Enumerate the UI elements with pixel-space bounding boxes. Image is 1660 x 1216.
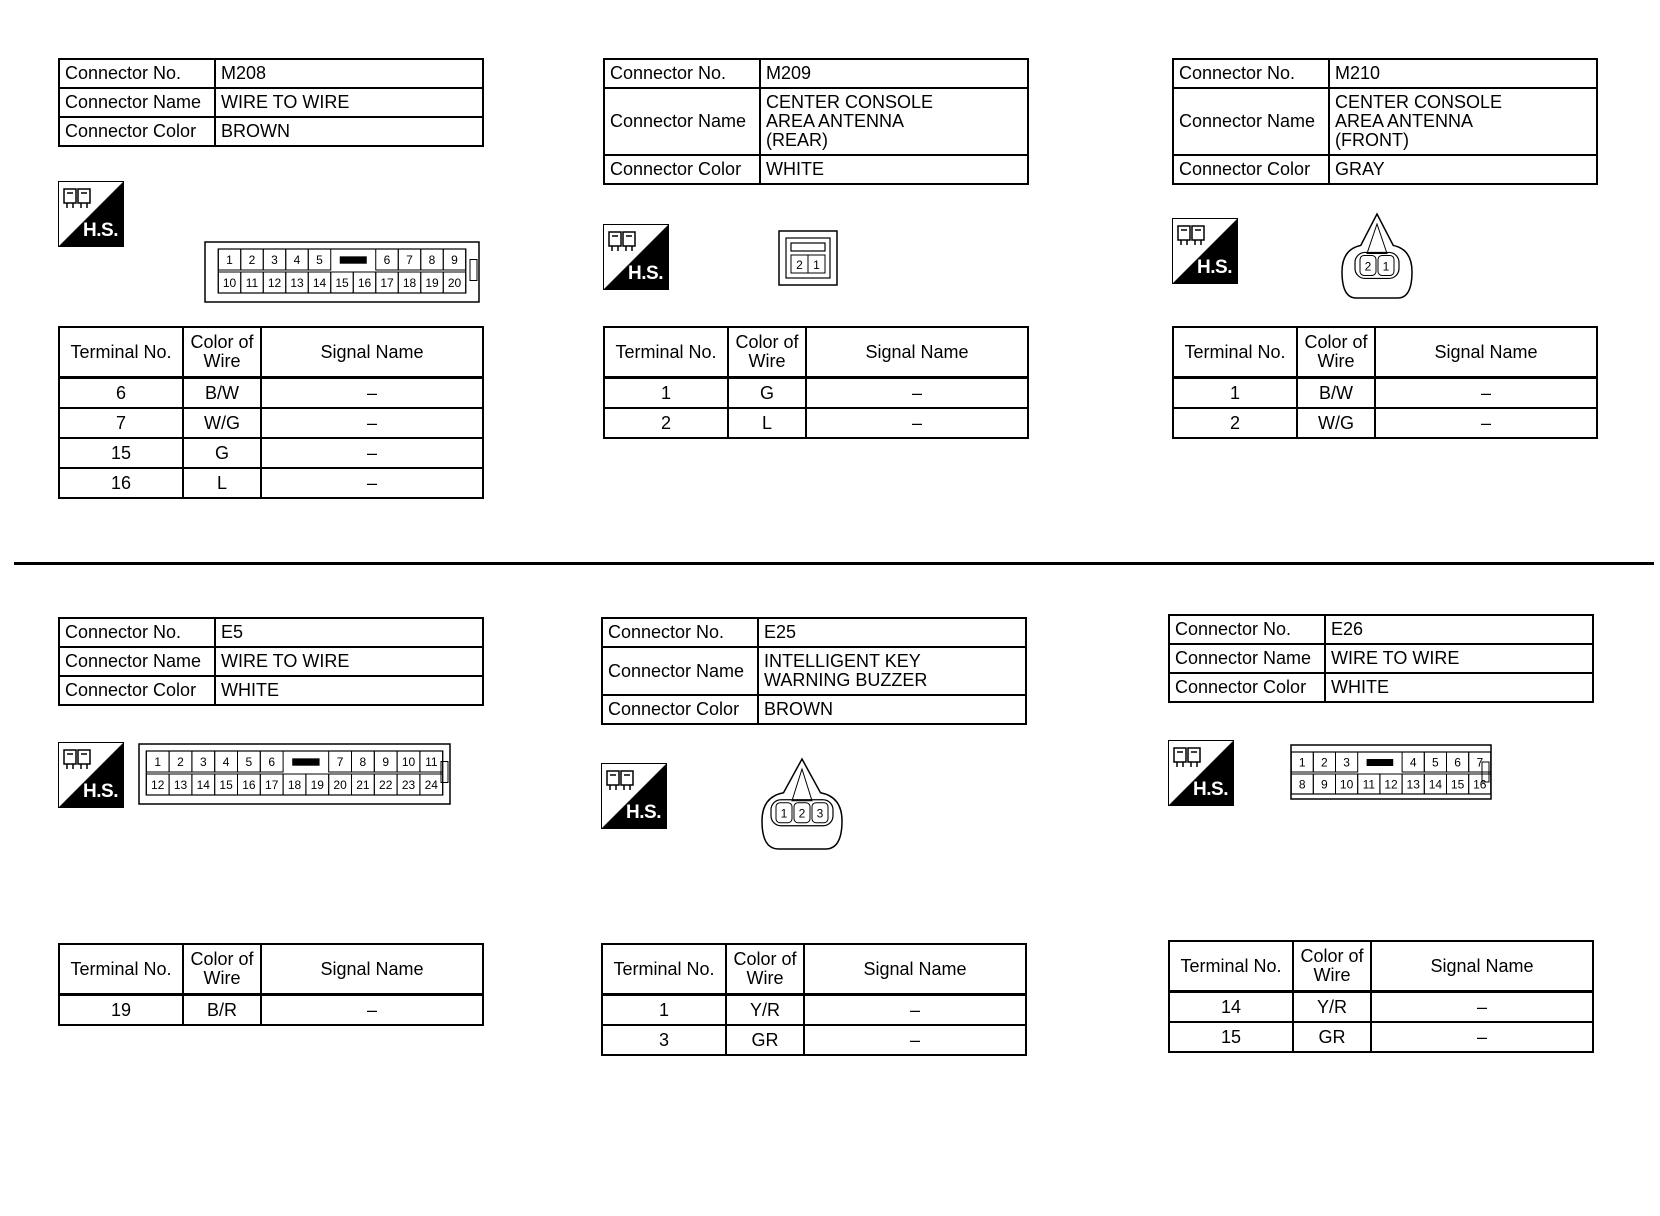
signal-name-cell: – <box>1371 1022 1593 1052</box>
harness-side-icon <box>1168 740 1234 806</box>
pin-label: 12 <box>1384 777 1398 792</box>
connector-info-table <box>1168 614 1594 703</box>
pin-label: 16 <box>1473 777 1487 792</box>
connector-color-row <box>1169 673 1593 702</box>
pin-label: 4 <box>1409 755 1417 770</box>
connector-no-row <box>59 59 483 88</box>
signal-name-cell: – <box>1375 408 1597 438</box>
connector-info-table <box>58 58 484 147</box>
terminal-no-cell: 15 <box>59 438 183 468</box>
terminal-row <box>604 378 1028 409</box>
wire-color-cell: L <box>728 408 806 438</box>
pin-label: 1 <box>780 806 788 821</box>
pin-label: 16 <box>242 778 256 793</box>
terminal-row <box>59 995 483 1026</box>
hs-label: H.S. <box>626 802 661 823</box>
pin-label: 10 <box>401 755 416 770</box>
pin-label: 12 <box>151 778 165 793</box>
signal-name-header: Signal Name <box>1371 941 1593 992</box>
connector-face <box>1340 212 1414 300</box>
terminal-row <box>59 408 483 438</box>
terminal-row <box>59 378 483 409</box>
terminal-table <box>603 326 1029 439</box>
connector-color-row <box>604 155 1028 184</box>
lock-tab <box>1367 759 1394 766</box>
connector-color-label: Connector Color <box>59 676 215 705</box>
connector-color-value: WHITE <box>1325 673 1593 702</box>
pin-label: 15 <box>219 778 233 793</box>
pin-label: 7 <box>1476 755 1484 770</box>
pin-label: 9 <box>451 253 458 268</box>
connector-face <box>138 743 451 805</box>
signal-name-header: Signal Name <box>1375 327 1597 378</box>
pin-label: 20 <box>333 778 347 793</box>
pin-label: 12 <box>267 276 282 291</box>
signal-name-cell: – <box>261 408 483 438</box>
terminal-table <box>1172 326 1598 439</box>
pin-label: 9 <box>382 755 390 770</box>
terminal-row <box>602 1025 1026 1055</box>
pin-label: 14 <box>312 276 327 291</box>
pin-label: 15 <box>335 276 349 291</box>
connector-panel-e5 <box>58 617 518 1097</box>
terminal-no-cell: 3 <box>602 1025 726 1055</box>
wire-color-cell: L <box>183 468 261 498</box>
lock-tab <box>292 758 319 765</box>
signal-name-header: Signal Name <box>806 327 1028 378</box>
terminal-no-cell: 19 <box>59 995 183 1026</box>
terminal-no-cell: 1 <box>602 995 726 1026</box>
connector-no-label: Connector No. <box>1169 615 1325 644</box>
connector-name-row <box>604 88 1028 155</box>
wire-color-cell: G <box>728 378 806 409</box>
connector-no-label: Connector No. <box>604 59 760 88</box>
signal-name-cell: – <box>806 378 1028 409</box>
pin-label: 1 <box>226 253 233 268</box>
pin-label: 13 <box>290 276 304 291</box>
color-of-wire-header: Color of Wire <box>183 944 261 995</box>
connector-no-label: Connector No. <box>1173 59 1329 88</box>
pin-label: 8 <box>428 253 436 268</box>
pin-label: 4 <box>222 755 230 770</box>
pin-label: 23 <box>401 778 416 793</box>
terminal-no-header: Terminal No. <box>1169 941 1293 992</box>
connector-no-row <box>1173 59 1597 88</box>
pin-label: 11 <box>425 755 438 770</box>
connector-panel-m210 <box>1172 58 1632 538</box>
wire-color-cell: W/G <box>1297 408 1375 438</box>
terminal-table <box>58 943 484 1026</box>
lock-tab <box>340 256 367 263</box>
connector-info-table <box>601 617 1027 725</box>
connector-no-value: M210 <box>1329 59 1597 88</box>
pin-label: 5 <box>245 755 253 770</box>
pin-label: 1 <box>813 258 820 272</box>
pin-label: 10 <box>1339 777 1354 792</box>
wire-color-cell: B/W <box>1297 378 1375 409</box>
connector-panel-e26 <box>1168 614 1628 1094</box>
terminal-no-header: Terminal No. <box>59 327 183 378</box>
connector-color-value: BROWN <box>758 695 1026 724</box>
connector-color-label: Connector Color <box>59 117 215 146</box>
signal-name-cell: – <box>1375 378 1597 409</box>
hs-label: H.S. <box>83 220 118 241</box>
harness-side-icon <box>1172 218 1238 284</box>
harness-side-icon <box>601 763 667 829</box>
terminal-no-header: Terminal No. <box>59 944 183 995</box>
connector-name-label: Connector Name <box>604 88 760 155</box>
wire-color-cell: Y/R <box>1293 992 1371 1023</box>
connector-color-label: Connector Color <box>602 695 758 724</box>
pin-label: 18 <box>402 276 417 291</box>
pin-label: 6 <box>383 253 391 268</box>
harness-side-icon <box>603 224 669 290</box>
connector-color-value: GRAY <box>1329 155 1597 184</box>
connector-color-row <box>59 117 483 146</box>
connector-face <box>778 230 838 286</box>
connector-name-value: WIRE TO WIRE <box>215 88 483 117</box>
color-of-wire-header: Color of Wire <box>183 327 261 378</box>
connector-panel-e25 <box>601 617 1061 1097</box>
terminal-table-header <box>59 944 483 995</box>
connector-color-label: Connector Color <box>1173 155 1329 184</box>
connector-name-label: Connector Name <box>1173 88 1329 155</box>
pin-label: 20 <box>447 276 462 291</box>
terminal-row <box>604 408 1028 438</box>
pin-label: 1 <box>1298 755 1306 770</box>
pin-label: 21 <box>356 778 370 793</box>
pin-label: 3 <box>199 755 207 770</box>
connector-plug-icon <box>1177 223 1207 247</box>
signal-name-cell: – <box>806 408 1028 438</box>
connector-no-value: E25 <box>758 618 1026 647</box>
terminal-no-cell: 16 <box>59 468 183 498</box>
pin-label: 6 <box>268 755 276 770</box>
color-of-wire-header: Color of Wire <box>728 327 806 378</box>
connector-color-label: Connector Color <box>1169 673 1325 702</box>
terminal-row <box>1173 408 1597 438</box>
signal-name-header: Signal Name <box>804 944 1026 995</box>
connector-no-label: Connector No. <box>602 618 758 647</box>
pin-label: 13 <box>173 778 188 793</box>
pin-label: 19 <box>425 276 439 291</box>
terminal-table-header <box>604 327 1028 378</box>
pin-label: 14 <box>1428 777 1443 792</box>
terminal-no-cell: 2 <box>604 408 728 438</box>
hs-label: H.S. <box>1193 779 1228 800</box>
pin-label: 5 <box>316 253 323 268</box>
connector-no-row <box>602 618 1026 647</box>
pin-label: 14 <box>196 778 210 793</box>
hs-label: H.S. <box>1197 257 1232 278</box>
connector-no-row <box>604 59 1028 88</box>
pin-label: 2 <box>798 806 806 821</box>
connector-plug-icon <box>608 229 638 253</box>
terminal-no-cell: 6 <box>59 378 183 409</box>
harness-side-icon <box>58 742 124 808</box>
pin-label: 6 <box>1454 755 1461 770</box>
terminal-row <box>1173 378 1597 409</box>
connector-face <box>1290 744 1492 800</box>
terminal-table-header <box>1173 327 1597 378</box>
connector-no-label: Connector No. <box>59 59 215 88</box>
terminal-table <box>1168 940 1594 1053</box>
connector-no-label: Connector No. <box>59 618 215 647</box>
signal-name-cell: – <box>804 1025 1026 1055</box>
connector-name-value: INTELLIGENT KEY WARNING BUZZER <box>758 647 1026 695</box>
terminal-row <box>59 468 483 498</box>
connector-info-table <box>603 58 1029 185</box>
terminal-no-cell: 1 <box>604 378 728 409</box>
pin-label: 16 <box>357 276 372 291</box>
pin-label: 9 <box>1321 777 1328 792</box>
connector-name-value: WIRE TO WIRE <box>1325 644 1593 673</box>
pin-label: 5 <box>1432 755 1439 770</box>
wire-color-cell: GR <box>726 1025 804 1055</box>
connector-plug-icon <box>1173 745 1203 769</box>
wire-color-cell: Y/R <box>726 995 804 1026</box>
pin-label: 13 <box>1406 777 1420 792</box>
pin-label: 2 <box>248 253 256 268</box>
connector-color-row <box>1173 155 1597 184</box>
harness-side-icon <box>58 181 124 247</box>
terminal-no-cell: 14 <box>1169 992 1293 1023</box>
connector-color-label: Connector Color <box>604 155 760 184</box>
terminal-no-header: Terminal No. <box>1173 327 1297 378</box>
pin-label: 8 <box>1298 777 1306 792</box>
pin-label: 24 <box>424 778 438 793</box>
wire-color-cell: G <box>183 438 261 468</box>
pin-label: 2 <box>1364 259 1372 274</box>
connector-panel-m209 <box>603 58 1063 538</box>
connector-name-row <box>59 647 483 676</box>
wire-color-cell: W/G <box>183 408 261 438</box>
pin-label: 2 <box>177 755 184 770</box>
signal-name-cell: – <box>804 995 1026 1026</box>
wire-color-cell: B/R <box>183 995 261 1026</box>
connector-no-row <box>1169 615 1593 644</box>
pin-label: 7 <box>336 755 344 770</box>
connector-no-value: M208 <box>215 59 483 88</box>
signal-name-cell: – <box>261 995 483 1026</box>
connector-face <box>204 241 480 303</box>
pin-label: 3 <box>1343 755 1350 770</box>
terminal-no-cell: 7 <box>59 408 183 438</box>
connector-color-value: WHITE <box>215 676 483 705</box>
terminal-table-header <box>1169 941 1593 992</box>
pin-label: 8 <box>359 755 367 770</box>
hs-label: H.S. <box>83 781 118 802</box>
connector-panel-m208 <box>58 58 518 538</box>
connector-no-value: E5 <box>215 618 483 647</box>
pin-label: 17 <box>265 778 279 793</box>
terminal-table-header <box>59 327 483 378</box>
signal-name-cell: – <box>261 468 483 498</box>
connector-name-label: Connector Name <box>1169 644 1325 673</box>
pin-label: 3 <box>816 806 824 821</box>
terminal-table <box>601 943 1027 1056</box>
pin-label: 19 <box>310 778 324 793</box>
terminal-no-header: Terminal No. <box>602 944 726 995</box>
pin-label: 11 <box>245 276 259 291</box>
terminal-table <box>58 326 484 499</box>
pin-label: 10 <box>222 276 237 291</box>
signal-name-cell: – <box>261 438 483 468</box>
pin-label: 4 <box>293 253 301 268</box>
terminal-row <box>59 438 483 468</box>
connector-housing <box>1342 214 1412 298</box>
signal-name-cell: – <box>261 378 483 409</box>
terminal-no-cell: 2 <box>1173 408 1297 438</box>
connector-name-row <box>602 647 1026 695</box>
pin-label: 18 <box>287 778 302 793</box>
connector-housing <box>762 759 842 849</box>
signal-name-header: Signal Name <box>261 327 483 378</box>
pin-label: 7 <box>406 253 413 268</box>
pin-label: 1 <box>154 755 162 770</box>
pin-label: 11 <box>1362 777 1376 792</box>
connector-color-value: BROWN <box>215 117 483 146</box>
connector-color-value: WHITE <box>760 155 1028 184</box>
terminal-row <box>602 995 1026 1026</box>
pin-label: 1 <box>1382 259 1390 274</box>
terminal-no-header: Terminal No. <box>604 327 728 378</box>
connector-plug-icon <box>63 186 93 210</box>
connector-color-row <box>59 676 483 705</box>
connector-name-row <box>1173 88 1597 155</box>
terminal-row <box>1169 1022 1593 1052</box>
connector-color-row <box>602 695 1026 724</box>
connector-plug-icon <box>63 747 93 771</box>
color-of-wire-header: Color of Wire <box>1293 941 1371 992</box>
pin-label: 2 <box>796 258 803 272</box>
connector-info-table <box>58 617 484 706</box>
color-of-wire-header: Color of Wire <box>1297 327 1375 378</box>
pin-label: 17 <box>380 276 394 291</box>
connector-name-value: WIRE TO WIRE <box>215 647 483 676</box>
terminal-no-cell: 1 <box>1173 378 1297 409</box>
connector-info-table <box>1172 58 1598 185</box>
pin-label: 2 <box>1321 755 1328 770</box>
connector-name-label: Connector Name <box>59 647 215 676</box>
pin-label: 3 <box>271 253 278 268</box>
connector-face <box>760 757 844 851</box>
connector-no-value: M209 <box>760 59 1028 88</box>
connector-no-value: E26 <box>1325 615 1593 644</box>
connector-name-value: CENTER CONSOLE AREA ANTENNA (REAR) <box>760 88 1028 155</box>
hs-label: H.S. <box>628 263 663 284</box>
connector-name-value: CENTER CONSOLE AREA ANTENNA (FRONT) <box>1329 88 1597 155</box>
pin-label: 15 <box>1450 777 1465 792</box>
connector-name-row <box>1169 644 1593 673</box>
terminal-no-cell: 15 <box>1169 1022 1293 1052</box>
pin-label: 22 <box>379 778 393 793</box>
terminal-row <box>1169 992 1593 1023</box>
connector-name-label: Connector Name <box>602 647 758 695</box>
signal-name-header: Signal Name <box>261 944 483 995</box>
section-divider <box>14 562 1654 565</box>
wire-color-cell: B/W <box>183 378 261 409</box>
connector-name-label: Connector Name <box>59 88 215 117</box>
signal-name-cell: – <box>1371 992 1593 1023</box>
connector-plug-icon <box>606 768 636 792</box>
wire-color-cell: GR <box>1293 1022 1371 1052</box>
connector-no-row <box>59 618 483 647</box>
terminal-table-header <box>602 944 1026 995</box>
connector-name-row <box>59 88 483 117</box>
color-of-wire-header: Color of Wire <box>726 944 804 995</box>
